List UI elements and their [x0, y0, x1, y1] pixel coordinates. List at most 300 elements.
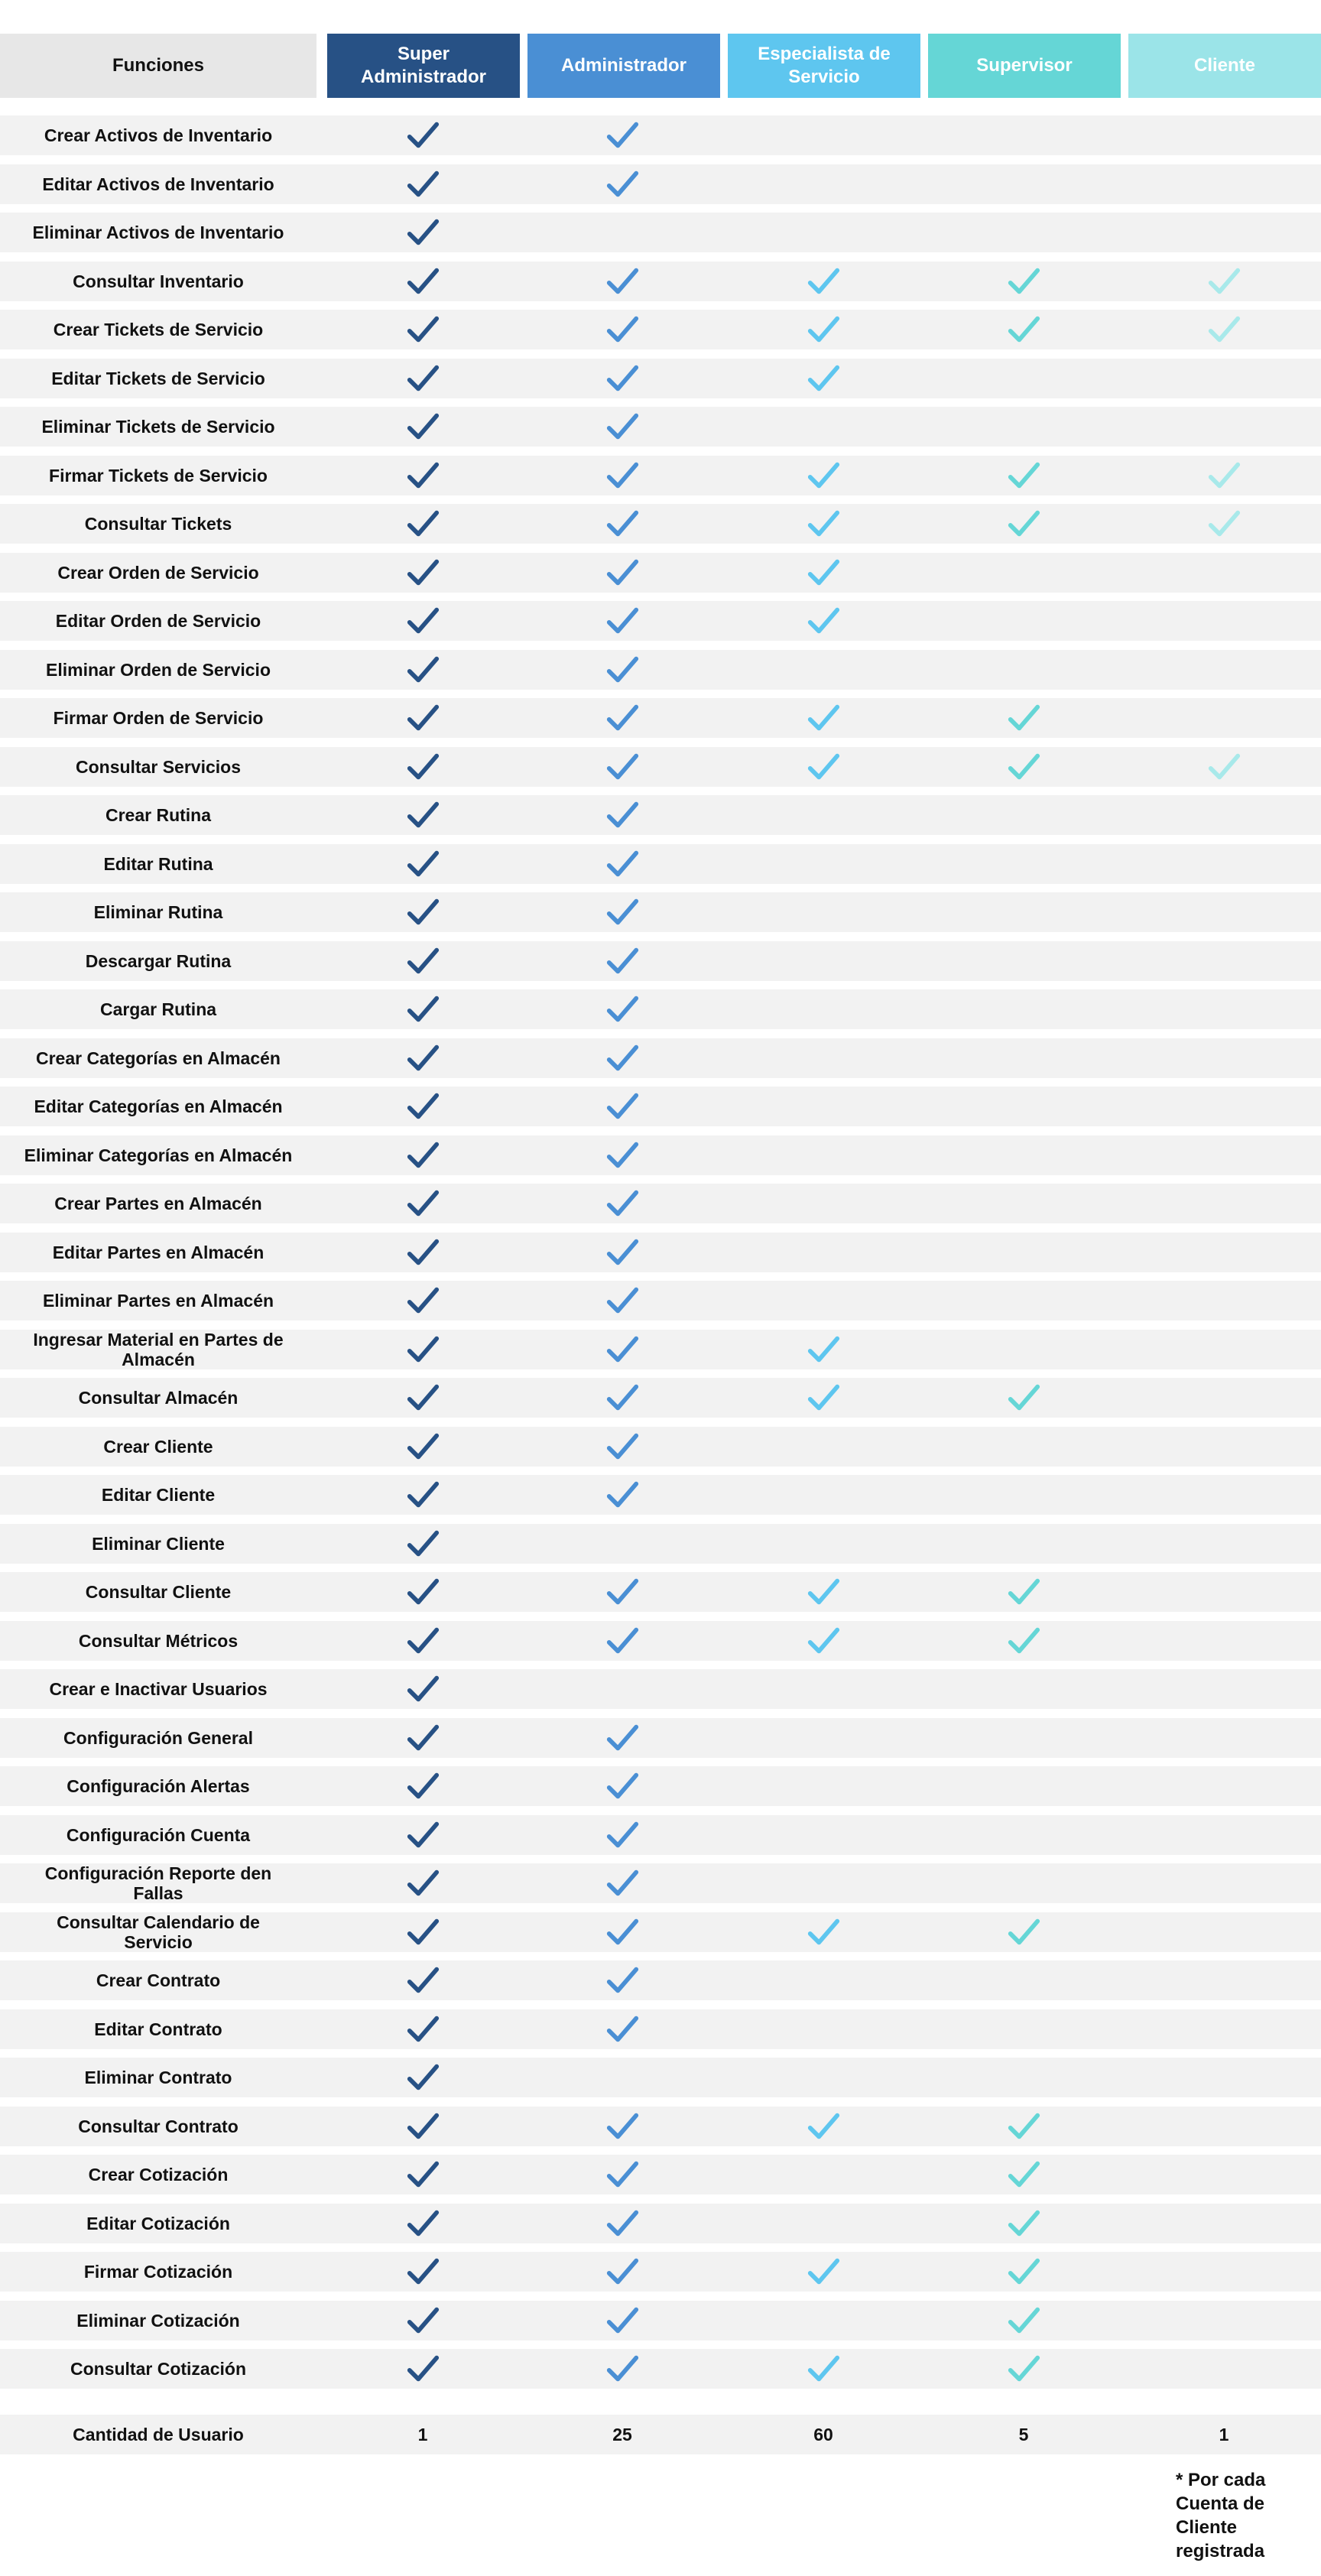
checkmark-icon — [405, 700, 440, 736]
permission-cell-supervisor — [927, 1960, 1120, 2000]
permission-cell-cliente — [1128, 1038, 1320, 1078]
permission-cell-especialista-de-servicio — [727, 504, 920, 544]
table-row — [0, 359, 1321, 398]
permission-cell-especialista-de-servicio — [727, 310, 920, 349]
permission-cell-super-administrador — [326, 2107, 519, 2146]
checkmark-icon — [605, 1866, 640, 1901]
checkmark-icon — [605, 1720, 640, 1756]
checkmark-icon — [806, 1380, 841, 1415]
table-row — [0, 1233, 1321, 1272]
permission-cell-administrador — [526, 1960, 719, 2000]
permission-cell-especialista-de-servicio — [727, 2301, 920, 2340]
checkmark-icon — [806, 1332, 841, 1367]
checkmark-icon — [605, 1186, 640, 1221]
permission-cell-especialista-de-servicio — [727, 1766, 920, 1806]
checkmark-icon — [806, 312, 841, 347]
permission-cell-supervisor — [927, 1669, 1120, 1709]
role-header-super-administrador: Super Administrador — [327, 34, 520, 98]
checkmark-icon — [405, 1817, 440, 1853]
checkmark-icon — [605, 700, 640, 736]
function-label: Editar Categorías en Almacén — [34, 1096, 283, 1116]
checkmark-icon — [1006, 2351, 1041, 2386]
permission-cell-especialista-de-servicio — [727, 1621, 920, 1661]
checkmark-icon — [1006, 1915, 1041, 1950]
checkmark-icon — [605, 167, 640, 202]
function-label: Eliminar Cliente — [92, 1533, 225, 1554]
table-row — [0, 989, 1321, 1029]
permission-cell-super-administrador — [326, 1524, 519, 1564]
permission-cell-supervisor — [927, 2058, 1120, 2097]
permission-cell-cliente — [1128, 261, 1320, 301]
permission-cell-super-administrador — [326, 115, 519, 155]
table-row — [0, 1621, 1321, 1661]
function-label: Crear Cotización — [88, 2165, 229, 2185]
checkmark-icon — [806, 506, 841, 541]
function-label: Editar Tickets de Servicio — [51, 368, 265, 388]
checkmark-icon — [605, 1817, 640, 1853]
permission-cell-super-administrador — [326, 795, 519, 835]
table-row — [0, 1669, 1321, 1709]
function-label: Eliminar Rutina — [93, 902, 223, 922]
checkmark-icon — [605, 458, 640, 493]
table-row — [0, 2009, 1321, 2049]
checkmark-icon — [605, 603, 640, 638]
checkmark-icon — [405, 1380, 440, 1415]
permission-cell-super-administrador — [326, 698, 519, 738]
checkmark-icon — [405, 2303, 440, 2338]
checkmark-icon — [405, 167, 440, 202]
permission-cell-supervisor — [927, 941, 1120, 981]
permission-cell-super-administrador — [326, 1281, 519, 1320]
permission-cell-cliente — [1128, 553, 1320, 593]
table-row — [0, 2155, 1321, 2194]
checkmark-icon — [405, 215, 440, 250]
permission-cell-administrador — [526, 2301, 719, 2340]
permission-cell-supervisor — [927, 1378, 1120, 1418]
permission-cell-administrador — [526, 1233, 719, 1272]
checkmark-icon — [405, 2109, 440, 2144]
permission-cell-super-administrador — [326, 1572, 519, 1612]
function-label: Crear Orden de Servicio — [57, 562, 259, 583]
checkmark-icon — [605, 1089, 640, 1124]
permission-cell-supervisor — [927, 213, 1120, 252]
permission-cell-super-administrador — [326, 456, 519, 495]
permission-cell-super-administrador — [326, 1038, 519, 1078]
checkmark-icon — [605, 1429, 640, 1464]
function-label: Crear Cliente — [103, 1436, 213, 1457]
checkmark-icon — [405, 1623, 440, 1658]
checkmark-icon — [405, 1283, 440, 1318]
permission-cell-cliente — [1128, 1281, 1320, 1320]
permission-cell-cliente — [1128, 2204, 1320, 2243]
permission-cell-super-administrador — [326, 2009, 519, 2049]
permission-cell-super-administrador — [326, 261, 519, 301]
permission-cell-especialista-de-servicio — [727, 1572, 920, 1612]
permission-cell-super-administrador — [326, 1087, 519, 1126]
permission-cell-especialista-de-servicio — [727, 698, 920, 738]
checkmark-icon — [605, 118, 640, 153]
permission-cell-administrador — [526, 1378, 719, 1418]
permission-cell-especialista-de-servicio — [727, 1718, 920, 1758]
checkmark-icon — [1006, 2157, 1041, 2192]
table-row — [0, 601, 1321, 641]
table-row — [0, 747, 1321, 787]
checkmark-icon — [405, 2206, 440, 2241]
user-count-especialista-de-servicio: 60 — [813, 2424, 833, 2444]
checkmark-icon — [405, 312, 440, 347]
function-label: Editar Orden de Servicio — [55, 611, 261, 631]
checkmark-icon — [806, 1915, 841, 1950]
permission-cell-supervisor — [927, 359, 1120, 398]
function-label: Eliminar Partes en Almacén — [42, 1291, 274, 1311]
permission-cell-especialista-de-servicio — [727, 407, 920, 447]
checkmark-icon — [605, 1623, 640, 1658]
permission-cell-administrador — [526, 1572, 719, 1612]
function-label: Editar Rutina — [103, 853, 213, 874]
checkmark-icon — [605, 1235, 640, 1270]
table-row — [0, 2107, 1321, 2146]
permission-cell-administrador — [526, 1475, 719, 1515]
table-row — [0, 1960, 1321, 2000]
table-row — [0, 698, 1321, 738]
checkmark-icon — [1006, 312, 1041, 347]
permission-cell-cliente — [1128, 1572, 1320, 1612]
permission-cell-supervisor — [927, 1621, 1120, 1661]
checkmark-icon — [1006, 1623, 1041, 1658]
permission-cell-super-administrador — [326, 310, 519, 349]
checkmark-icon — [405, 409, 440, 444]
function-label: Eliminar Contrato — [84, 2068, 232, 2087]
checkmark-icon — [806, 2254, 841, 2289]
role-header-supervisor: Supervisor — [928, 34, 1121, 98]
function-label: Configuración Cuenta — [66, 1824, 251, 1845]
permission-cell-cliente — [1128, 1863, 1320, 1903]
permission-cell-administrador — [526, 1863, 719, 1903]
function-label: Crear Contrato — [96, 1970, 221, 1990]
permission-cell-super-administrador — [326, 1718, 519, 1758]
permission-cell-especialista-de-servicio — [727, 2107, 920, 2146]
checkmark-icon — [605, 652, 640, 687]
checkmark-icon — [405, 1866, 440, 1901]
checkmark-icon — [405, 1526, 440, 1561]
permission-cell-administrador — [526, 1524, 719, 1564]
permission-cell-super-administrador — [326, 747, 519, 787]
table-row — [0, 844, 1321, 884]
permission-cell-supervisor — [927, 601, 1120, 641]
checkmark-icon — [405, 1671, 440, 1707]
permission-cell-cliente — [1128, 1184, 1320, 1223]
checkmark-icon — [605, 797, 640, 833]
permission-cell-especialista-de-servicio — [727, 1524, 920, 1564]
permission-cell-supervisor — [927, 407, 1120, 447]
permission-cell-administrador — [526, 941, 719, 981]
checkmark-icon — [605, 895, 640, 930]
permission-cell-administrador — [526, 456, 719, 495]
checkmark-icon — [605, 1963, 640, 1998]
table-row — [0, 1378, 1321, 1418]
permission-cell-administrador — [526, 1621, 719, 1661]
totals-label: Cantidad de Usuario — [73, 2425, 244, 2444]
permission-cell-especialista-de-servicio — [727, 1135, 920, 1175]
permission-cell-cliente — [1128, 989, 1320, 1029]
checkmark-icon — [605, 992, 640, 1027]
permission-cell-supervisor — [927, 1863, 1120, 1903]
checkmark-icon — [605, 555, 640, 590]
permission-cell-supervisor — [927, 1330, 1120, 1369]
permission-cell-especialista-de-servicio — [727, 1960, 920, 2000]
table-row — [0, 407, 1321, 447]
permission-cell-especialista-de-servicio — [727, 1233, 920, 1272]
checkmark-icon — [605, 409, 640, 444]
checkmark-icon — [605, 1915, 640, 1950]
permission-cell-cliente — [1128, 2107, 1320, 2146]
permission-cell-cliente — [1128, 892, 1320, 932]
table-row — [0, 1135, 1321, 1175]
checkmark-icon — [405, 1235, 440, 1270]
table-row — [0, 164, 1321, 204]
permission-cell-supervisor — [927, 650, 1120, 690]
checkmark-icon — [806, 361, 841, 396]
table-row — [0, 504, 1321, 544]
checkmark-icon — [405, 1332, 440, 1367]
permission-cell-super-administrador — [326, 2058, 519, 2097]
checkmark-icon — [605, 1477, 640, 1512]
permission-cell-cliente — [1128, 941, 1320, 981]
permission-cell-especialista-de-servicio — [727, 2009, 920, 2049]
permission-cell-super-administrador — [326, 1912, 519, 1952]
function-label: Consultar Servicios — [75, 756, 242, 777]
permission-cell-administrador — [526, 844, 719, 884]
table-row — [0, 1718, 1321, 1758]
user-count-administrador: 25 — [612, 2424, 632, 2444]
checkmark-icon — [605, 2303, 640, 2338]
permission-cell-super-administrador — [326, 1960, 519, 2000]
permission-cell-cliente — [1128, 164, 1320, 204]
permission-cell-supervisor — [927, 115, 1120, 155]
permission-cell-cliente — [1128, 844, 1320, 884]
permission-cell-cliente — [1128, 2009, 1320, 2049]
checkmark-icon — [1006, 506, 1041, 541]
permission-cell-especialista-de-servicio — [727, 844, 920, 884]
permission-cell-cliente — [1128, 698, 1320, 738]
permission-cell-cliente — [1128, 1766, 1320, 1806]
permission-cell-supervisor — [927, 989, 1120, 1029]
permission-cell-cliente — [1128, 795, 1320, 835]
permission-cell-supervisor — [927, 1087, 1120, 1126]
checkmark-icon — [605, 1380, 640, 1415]
permission-cell-supervisor — [927, 1038, 1120, 1078]
functions-header: Funciones — [0, 34, 316, 98]
function-label: Crear Tickets de Servicio — [53, 320, 264, 339]
function-label: Firmar Cotización — [83, 2262, 233, 2282]
checkmark-icon — [405, 1769, 440, 1804]
table-row — [0, 261, 1321, 301]
permission-cell-supervisor — [927, 310, 1120, 349]
function-label: Consultar Cliente — [85, 1582, 232, 1602]
table-row — [0, 795, 1321, 835]
checkmark-icon — [1206, 749, 1241, 784]
permission-cell-cliente — [1128, 747, 1320, 787]
checkmark-icon — [405, 361, 440, 396]
totals-row — [0, 2415, 1321, 2454]
permission-cell-supervisor — [927, 2009, 1120, 2049]
permission-cell-super-administrador — [326, 2204, 519, 2243]
permission-cell-especialista-de-servicio — [727, 795, 920, 835]
checkmark-icon — [405, 1041, 440, 1076]
permission-cell-administrador — [526, 407, 719, 447]
permission-cell-super-administrador — [326, 1330, 519, 1369]
permission-cell-super-administrador — [326, 1815, 519, 1855]
permission-cell-supervisor — [927, 2155, 1120, 2194]
permission-cell-administrador — [526, 2058, 719, 2097]
permission-cell-cliente — [1128, 1815, 1320, 1855]
permission-cell-administrador — [526, 2252, 719, 2292]
permission-cell-cliente — [1128, 2252, 1320, 2292]
permission-cell-administrador — [526, 1330, 719, 1369]
permission-cell-supervisor — [927, 1184, 1120, 1223]
permission-cell-especialista-de-servicio — [727, 2204, 920, 2243]
checkmark-icon — [1006, 1574, 1041, 1610]
permission-cell-administrador — [526, 1669, 719, 1709]
checkmark-icon — [1206, 458, 1241, 493]
checkmark-icon — [405, 2157, 440, 2192]
permission-cell-cliente — [1128, 1378, 1320, 1418]
permission-cell-super-administrador — [326, 1378, 519, 1418]
checkmark-icon — [1006, 2254, 1041, 2289]
table-row — [0, 1766, 1321, 1806]
table-row — [0, 1038, 1321, 1078]
checkmark-icon — [1206, 312, 1241, 347]
permission-cell-supervisor — [927, 892, 1120, 932]
permission-cell-especialista-de-servicio — [727, 747, 920, 787]
function-label: Crear Categorías en Almacén — [35, 1048, 281, 1068]
permission-cell-supervisor — [927, 2204, 1120, 2243]
function-label: Firmar Orden de Servicio — [53, 708, 264, 728]
checkmark-icon — [405, 118, 440, 153]
permission-cell-super-administrador — [326, 1669, 519, 1709]
checkmark-icon — [806, 458, 841, 493]
checkmark-icon — [1006, 2303, 1041, 2338]
permission-cell-supervisor — [927, 1524, 1120, 1564]
user-count-cliente: 1 — [1219, 2424, 1229, 2444]
permission-cell-super-administrador — [326, 1184, 519, 1223]
function-label: Ingresar Material en Partes de Almacén — [33, 1329, 284, 1369]
permission-cell-administrador — [526, 213, 719, 252]
table-row — [0, 115, 1321, 155]
permission-cell-administrador — [526, 1038, 719, 1078]
checkmark-icon — [405, 1138, 440, 1173]
permission-cell-super-administrador — [326, 407, 519, 447]
checkmark-icon — [605, 1041, 640, 1076]
checkmark-icon — [405, 2254, 440, 2289]
table-row — [0, 941, 1321, 981]
checkmark-icon — [405, 1574, 440, 1610]
permission-cell-super-administrador — [326, 650, 519, 690]
permission-cell-especialista-de-servicio — [727, 1475, 920, 1515]
checkmark-icon — [806, 264, 841, 299]
permission-cell-administrador — [526, 1815, 719, 1855]
table-row — [0, 892, 1321, 932]
function-label: Eliminar Cotización — [76, 2310, 240, 2331]
permission-cell-especialista-de-servicio — [727, 941, 920, 981]
checkmark-icon — [605, 1332, 640, 1367]
permission-cell-cliente — [1128, 504, 1320, 544]
checkmark-icon — [605, 2254, 640, 2289]
permission-cell-super-administrador — [326, 2252, 519, 2292]
permission-cell-cliente — [1128, 1718, 1320, 1758]
checkmark-icon — [405, 944, 440, 979]
checkmark-icon — [806, 2351, 841, 2386]
permission-cell-especialista-de-servicio — [727, 1912, 920, 1952]
function-label: Crear Partes en Almacén — [54, 1194, 262, 1213]
permission-cell-especialista-de-servicio — [727, 650, 920, 690]
checkmark-icon — [405, 2060, 440, 2095]
permission-cell-especialista-de-servicio — [727, 553, 920, 593]
permission-cell-especialista-de-servicio — [727, 1330, 920, 1369]
checkmark-icon — [405, 1915, 440, 1950]
permission-cell-especialista-de-servicio — [727, 1038, 920, 1078]
checkmark-icon — [605, 1574, 640, 1610]
permission-cell-especialista-de-servicio — [727, 892, 920, 932]
function-label: Configuración Alertas — [67, 1776, 250, 1796]
permission-cell-super-administrador — [326, 2349, 519, 2389]
permission-cell-super-administrador — [326, 1233, 519, 1272]
function-label: Firmar Tickets de Servicio — [49, 465, 268, 486]
permission-cell-super-administrador — [326, 989, 519, 1029]
permission-cell-supervisor — [927, 795, 1120, 835]
permission-cell-cliente — [1128, 2349, 1320, 2389]
checkmark-icon — [605, 2109, 640, 2144]
checkmark-icon — [405, 1477, 440, 1512]
function-label: Editar Cliente — [101, 1485, 216, 1505]
checkmark-icon — [405, 264, 440, 299]
permission-cell-super-administrador — [326, 2155, 519, 2194]
permission-cell-super-administrador — [326, 601, 519, 641]
checkmark-icon — [405, 603, 440, 638]
checkmark-icon — [605, 846, 640, 882]
permission-cell-administrador — [526, 261, 719, 301]
permission-cell-supervisor — [927, 504, 1120, 544]
permission-cell-supervisor — [927, 844, 1120, 884]
permission-cell-supervisor — [927, 553, 1120, 593]
checkmark-icon — [605, 2351, 640, 2386]
permission-cell-cliente — [1128, 650, 1320, 690]
role-header-especialista-de-servicio: Especialista de Servicio — [728, 34, 920, 98]
permission-cell-especialista-de-servicio — [727, 2058, 920, 2097]
table-row — [0, 650, 1321, 690]
permission-cell-super-administrador — [326, 213, 519, 252]
permission-cell-super-administrador — [326, 941, 519, 981]
checkmark-icon — [405, 2012, 440, 2047]
checkmark-icon — [605, 2157, 640, 2192]
permission-cell-administrador — [526, 650, 719, 690]
permission-cell-cliente — [1128, 407, 1320, 447]
permission-cell-supervisor — [927, 747, 1120, 787]
checkmark-icon — [405, 749, 440, 784]
checkmark-icon — [405, 506, 440, 541]
table-row — [0, 456, 1321, 495]
table-row — [0, 1184, 1321, 1223]
permission-cell-cliente — [1128, 1524, 1320, 1564]
checkmark-icon — [605, 264, 640, 299]
role-header-cliente: Cliente — [1128, 34, 1321, 98]
function-label: Consultar Calendario de Servicio — [57, 1912, 260, 1952]
permission-cell-administrador — [526, 2155, 719, 2194]
table-row — [0, 2058, 1321, 2097]
permission-cell-administrador — [526, 1184, 719, 1223]
table-row — [0, 1281, 1321, 1320]
table-row — [0, 553, 1321, 593]
